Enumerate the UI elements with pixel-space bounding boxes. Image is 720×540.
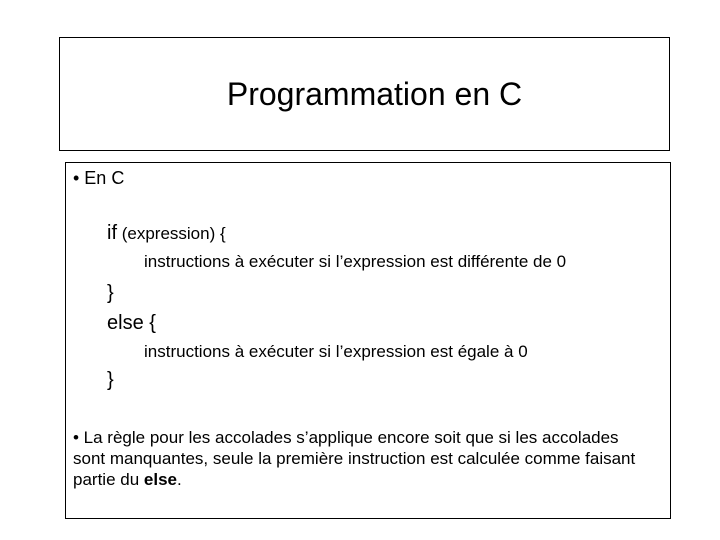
rule-note bbox=[73, 427, 653, 490]
code-else-line: else { bbox=[107, 312, 156, 334]
if-keyword: if bbox=[107, 222, 117, 244]
else-keyword: else bbox=[143, 470, 177, 489]
if-expression: (expression) { bbox=[117, 224, 226, 243]
rule-note-end: . bbox=[176, 470, 182, 489]
instruction-if: instructions à exécuter si l’expression est différente de 0 bbox=[144, 252, 567, 271]
closing-brace-if: } bbox=[107, 282, 114, 304]
slide-title: Programmation en C bbox=[226, 76, 523, 112]
bullet-en-c: • En C bbox=[73, 168, 125, 188]
rule-note-text: • La règle pour les accolades s’applique encore soit que si les accolades sont manquantes, seule la première instruction est calculée comme faisant partie du bbox=[73, 428, 636, 489]
instruction-else: instructions à exécuter si l’expression est égale à 0 bbox=[144, 342, 528, 361]
code-if-line bbox=[107, 223, 226, 243]
title-box bbox=[59, 37, 670, 151]
closing-brace-else: } bbox=[107, 369, 114, 391]
